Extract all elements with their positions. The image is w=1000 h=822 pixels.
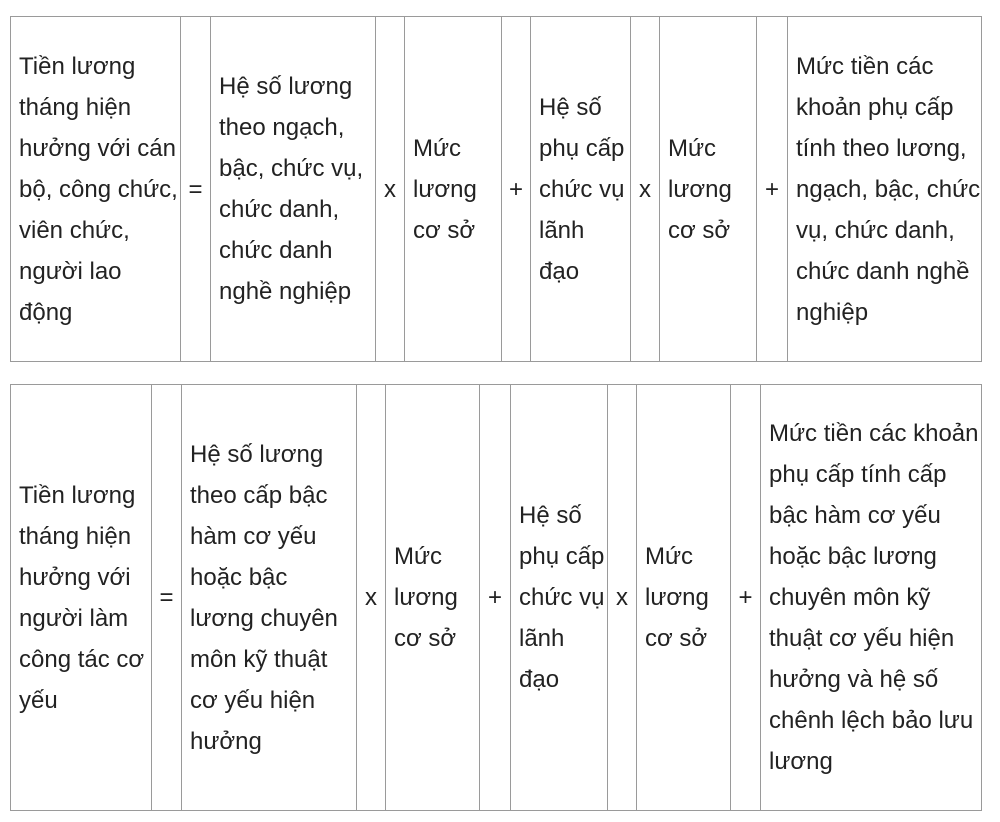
- subject-text: Tiền lương tháng hiện hưởng với người làm công tác cơ yếu: [19, 481, 145, 714]
- base-salary-text: Mức lương cơ sở: [668, 134, 732, 244]
- leadership-allowance-text: Hệ số phụ cấp chức vụ lãnh đạo: [519, 502, 605, 693]
- salary-coefficient-text: Hệ số lương theo ngạch, bậc, chức vụ, chức danh, chức danh nghề nghiệp: [219, 73, 364, 305]
- cell-salary-coefficient: [182, 385, 357, 811]
- plus-sign: +: [764, 175, 779, 203]
- multiply-sign: x: [616, 584, 628, 611]
- equals-sign: =: [188, 175, 203, 203]
- salary-formula-table-cipher-workers: [10, 384, 982, 811]
- cell-multiply-sign: [631, 17, 660, 362]
- cell-plus-sign: [757, 17, 788, 362]
- plus-sign: +: [487, 584, 502, 611]
- salary-coefficient-text: Hệ số lương theo cấp bậc hàm cơ yếu hoặc bậc lương chuyên môn kỹ thuật cơ yếu hiện hưởng: [190, 440, 338, 755]
- cell-multiply-sign: [608, 385, 637, 811]
- plus-sign: +: [508, 175, 523, 203]
- formula-row: [11, 385, 982, 811]
- cell-equals-sign: [181, 17, 211, 362]
- subject-text: Tiền lương tháng hiện hưởng với cán bộ, công chức, viên chức, người lao động: [19, 52, 178, 326]
- other-allowances-text: Mức tiền các khoản phụ cấp tính cấp bậc hàm cơ yếu hoặc bậc lương chuyên môn kỹ thuật cơ yếu hiện hưởng và hệ số chênh lệch bảo lưu lương: [769, 420, 979, 775]
- base-salary-text: Mức lương cơ sở: [413, 134, 477, 244]
- cell-base-salary: [637, 385, 731, 811]
- leadership-allowance-text: Hệ số phụ cấp chức vụ lãnh đạo: [539, 93, 625, 285]
- cell-other-allowances: [788, 17, 982, 362]
- cell-plus-sign: [502, 17, 531, 362]
- base-salary-text: Mức lương cơ sở: [394, 543, 458, 652]
- multiply-sign: x: [365, 584, 377, 611]
- other-allowances-text: Mức tiền các khoản phụ cấp tính theo lương, ngạch, bậc, chức vụ, chức danh, chức danh nghề nghiệp: [796, 52, 981, 326]
- cell-leadership-allowance: [511, 385, 608, 811]
- cell-other-allowances: [761, 385, 982, 811]
- cell-subject: [11, 17, 181, 362]
- cell-base-salary: [386, 385, 480, 811]
- cell-equals-sign: [152, 385, 182, 811]
- cell-base-salary: [660, 17, 757, 362]
- cell-base-salary: [405, 17, 502, 362]
- formula-row: [11, 17, 982, 362]
- equals-sign: =: [159, 584, 174, 611]
- cell-subject: [11, 385, 152, 811]
- cell-plus-sign: [480, 385, 511, 811]
- plus-sign: +: [738, 584, 753, 611]
- cell-multiply-sign: [376, 17, 405, 362]
- cell-leadership-allowance: [531, 17, 631, 362]
- cell-salary-coefficient: [211, 17, 376, 362]
- cell-multiply-sign: [357, 385, 386, 811]
- cell-plus-sign: [731, 385, 761, 811]
- multiply-sign: x: [384, 175, 396, 203]
- salary-formula-table-civil-servants: [10, 16, 982, 362]
- base-salary-text: Mức lương cơ sở: [645, 543, 709, 652]
- multiply-sign: x: [639, 175, 651, 203]
